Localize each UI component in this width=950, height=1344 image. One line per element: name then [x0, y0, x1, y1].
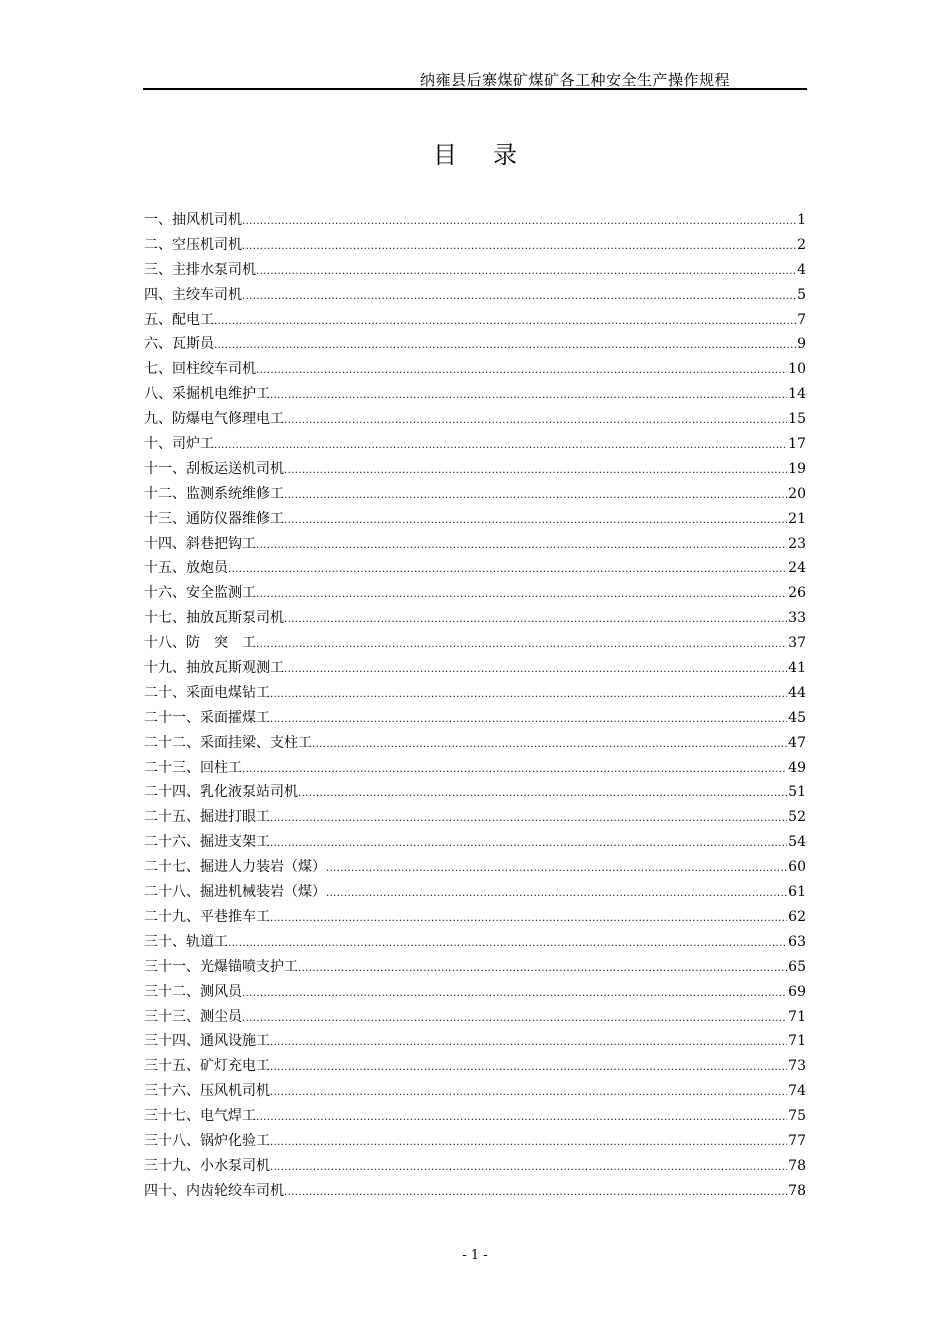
- toc-entry[interactable]: [144, 731, 806, 756]
- toc-entry-page: 63: [788, 933, 806, 950]
- toc-entry[interactable]: [144, 805, 806, 830]
- toc-entry-page: 7: [797, 311, 806, 328]
- toc-dot-leader: [270, 1131, 787, 1156]
- toc-entry-label: 二十、采面电煤钻工: [144, 684, 270, 701]
- toc-entry-page: 47: [788, 734, 806, 751]
- toc-dot-leader: [312, 733, 787, 758]
- toc-entry-page: 14: [788, 386, 806, 403]
- toc-entry-page: 9: [797, 336, 806, 353]
- toc-entry[interactable]: [144, 756, 806, 781]
- toc-entry-page: 21: [788, 510, 806, 527]
- toc-entry[interactable]: [144, 581, 806, 606]
- toc-entry-label: 十九、抽放瓦斯观测工: [144, 660, 284, 677]
- toc-dot-leader: [270, 1081, 787, 1106]
- toc-entry-page: 45: [788, 709, 806, 726]
- toc-entry-label: 三十三、测尘员: [144, 1008, 242, 1025]
- toc-entry-label: 十五、放炮员: [144, 560, 228, 577]
- toc-entry-label: 三、主排水泵司机: [144, 261, 256, 278]
- toc-entry-label: 三十六、压风机司机: [144, 1083, 270, 1100]
- toc-entry-page: 37: [788, 635, 806, 652]
- toc-dot-leader: [256, 583, 787, 608]
- toc-entry-page: 78: [788, 1157, 806, 1174]
- toc-entry[interactable]: [144, 532, 806, 557]
- toc-entry-label: 二十九、平巷推车工: [144, 908, 270, 925]
- toc-entry-page: 78: [788, 1182, 806, 1199]
- toc-entry-page: 33: [788, 610, 806, 627]
- toc-dot-leader: [284, 509, 787, 534]
- toc-entry[interactable]: [144, 208, 806, 233]
- toc-dot-leader: [284, 484, 787, 509]
- toc-dot-leader: [298, 957, 787, 982]
- toc-dot-leader: [270, 832, 787, 857]
- toc-entry-label: 三十五、矿灯充电工: [144, 1058, 270, 1075]
- header-title: 纳雍县后寨煤矿煤矿各工种安全生产操作规程: [419, 71, 730, 89]
- toc-entry-page: 15: [788, 411, 806, 428]
- footer-page-number: - 1 -: [462, 1248, 488, 1263]
- toc-dot-leader: [214, 310, 796, 335]
- toc-entry-label: 六、瓦斯员: [144, 336, 214, 353]
- toc-entry-page: 71: [788, 1033, 806, 1050]
- toc-entry-page: 4: [797, 261, 806, 278]
- toc-entry[interactable]: [144, 681, 806, 706]
- toc-entry-label: 一、抽风机司机: [144, 212, 242, 228]
- toc-entry-label: 三十四、通风设施工: [144, 1033, 270, 1050]
- toc-entry[interactable]: [144, 706, 806, 731]
- toc-entry[interactable]: [144, 955, 806, 980]
- toc-dot-leader: [270, 683, 787, 708]
- toc-entry-label: 七、回柱绞车司机: [144, 361, 256, 378]
- toc-entry-label: 二十七、掘进人力装岩（煤）: [144, 859, 326, 876]
- toc-entry[interactable]: [144, 880, 806, 905]
- toc-entry-label: 三十八、锅炉化验工: [144, 1132, 270, 1149]
- toc-dot-leader: [214, 334, 796, 359]
- toc-entry[interactable]: [144, 1029, 806, 1054]
- toc-entry-label: 三十、轨道工: [144, 933, 228, 950]
- toc-entry-label: 九、防爆电气修理电工: [144, 411, 284, 428]
- toc-entry[interactable]: [144, 507, 806, 532]
- toc-entry-page: 51: [788, 784, 806, 801]
- toc-entry-label: 二十八、掘进机械装岩（煤）: [144, 884, 326, 901]
- toc-entry-label: 二十六、掘进支架工: [144, 834, 270, 851]
- toc-entry-label: 二十三、回柱工: [144, 759, 242, 776]
- toc-entry[interactable]: [144, 556, 806, 581]
- toc-entry-page: 54: [788, 834, 806, 851]
- toc-dot-leader: [270, 1031, 787, 1056]
- toc-entry-page: 61: [788, 884, 806, 901]
- toc-entry-label: 二、空压机司机: [144, 236, 242, 253]
- toc-entry-page: 62: [788, 908, 806, 925]
- toc-entry[interactable]: [144, 1054, 806, 1079]
- toc-entry[interactable]: [144, 855, 806, 880]
- toc-entry-label: 二十五、掘进打眼工: [144, 809, 270, 826]
- toc-dot-leader: [270, 907, 787, 932]
- toc-entry[interactable]: [144, 1079, 806, 1104]
- toc-dot-leader: [242, 235, 796, 260]
- toc-entry-page: 75: [788, 1108, 806, 1125]
- toc-dot-leader: [242, 285, 796, 310]
- toc-entry[interactable]: [144, 905, 806, 930]
- toc-dot-leader: [256, 260, 796, 285]
- toc-dot-leader: [270, 708, 787, 733]
- toc-heading: 目录: [433, 141, 553, 169]
- toc-entry-page: 24: [788, 560, 806, 577]
- toc-entry[interactable]: [144, 631, 806, 656]
- toc-entry[interactable]: [144, 308, 806, 333]
- toc-entry-label: 十二、监测系统维修工: [144, 485, 284, 502]
- toc-entry-label: 十、司炉工: [144, 436, 214, 453]
- toc-entry-page: 77: [788, 1132, 806, 1149]
- toc-entry-label: 十六、安全监测工: [144, 585, 256, 602]
- toc-dot-leader: [270, 1156, 787, 1181]
- toc-entry-label: 二十一、采面攉煤工: [144, 709, 270, 726]
- toc-entry[interactable]: [144, 357, 806, 382]
- toc-entry-label: 三十九、小水泵司机: [144, 1157, 270, 1174]
- toc-dot-leader: [326, 882, 787, 907]
- toc-dot-leader: [242, 982, 787, 1007]
- toc-entry-label: 八、采掘机电维护工: [144, 386, 270, 403]
- toc-entry[interactable]: [144, 258, 806, 283]
- toc-entry-page: 52: [788, 809, 806, 826]
- toc-entry-page: 69: [788, 983, 806, 1000]
- toc-dot-leader: [284, 409, 787, 434]
- toc-dot-leader: [270, 807, 787, 832]
- toc-entry-page: 2: [797, 236, 806, 253]
- toc-dot-leader: [242, 210, 796, 235]
- toc-entry[interactable]: [144, 332, 806, 357]
- toc-dot-leader: [256, 534, 787, 559]
- toc-entry[interactable]: [144, 1104, 806, 1129]
- toc-entry-page: 74: [788, 1083, 806, 1100]
- toc-entry-page: 10: [788, 361, 806, 378]
- toc-entry-label: 三十二、测风员: [144, 983, 242, 1000]
- toc-dot-leader: [284, 459, 787, 484]
- toc-dot-leader: [284, 608, 787, 633]
- toc-entry-page: 65: [788, 958, 806, 975]
- toc-dot-leader: [270, 384, 787, 409]
- toc-entry-label: 十三、通防仪器维修工: [144, 510, 284, 527]
- toc-entry[interactable]: [144, 606, 806, 631]
- toc-entry-page: 41: [788, 660, 806, 677]
- toc-entry[interactable]: [144, 457, 806, 482]
- toc-dot-leader: [214, 434, 787, 459]
- toc-entry-page: 20: [788, 485, 806, 502]
- toc-dot-leader: [242, 1007, 787, 1032]
- toc-entry[interactable]: [144, 930, 806, 955]
- toc-list: [144, 208, 806, 1204]
- toc-entry[interactable]: [144, 830, 806, 855]
- toc-entry-page: 23: [788, 535, 806, 552]
- toc-entry[interactable]: [144, 780, 806, 805]
- toc-entry[interactable]: [144, 432, 806, 457]
- toc-entry-label: 四、主绞车司机: [144, 286, 242, 303]
- toc-entry-label: 十七、抽放瓦斯泵司机: [144, 610, 284, 627]
- toc-entry-label: 十八、防 突 工: [144, 635, 256, 652]
- toc-dot-leader: [270, 1056, 787, 1081]
- toc-entry-page: 5: [797, 286, 806, 303]
- toc-dot-leader: [256, 1106, 787, 1131]
- toc-entry-label: 三十七、电气焊工: [144, 1108, 256, 1125]
- toc-entry-page: 71: [788, 1008, 806, 1025]
- toc-entry-page: 26: [788, 585, 806, 602]
- toc-entry[interactable]: [144, 382, 806, 407]
- toc-entry[interactable]: [144, 407, 806, 432]
- toc-dot-leader: [326, 857, 787, 882]
- toc-entry-label: 二十四、乳化液泵站司机: [144, 784, 298, 801]
- toc-entry-page: 44: [788, 684, 806, 701]
- toc-entry-page: 60: [788, 859, 806, 876]
- toc-dot-leader: [284, 1181, 787, 1206]
- toc-entry[interactable]: [144, 283, 806, 308]
- toc-entry-page: 1: [797, 212, 806, 228]
- toc-entry[interactable]: [144, 1154, 806, 1179]
- toc-entry[interactable]: [144, 482, 806, 507]
- toc-entry-page: 49: [788, 759, 806, 776]
- toc-entry[interactable]: [144, 656, 806, 681]
- toc-entry[interactable]: [144, 1179, 806, 1204]
- toc-dot-leader: [228, 932, 787, 957]
- toc-dot-leader: [228, 558, 787, 583]
- toc-entry[interactable]: [144, 1005, 806, 1030]
- toc-dot-leader: [256, 633, 787, 658]
- toc-dot-leader: [284, 658, 787, 683]
- toc-dot-leader: [256, 359, 787, 384]
- toc-entry[interactable]: [144, 1129, 806, 1154]
- toc-entry-page: 19: [788, 460, 806, 477]
- toc-entry-label: 五、配电工: [144, 311, 214, 328]
- toc-entry-label: 二十二、采面挂梁、支柱工: [144, 734, 312, 751]
- header-rule: [143, 88, 807, 90]
- toc-entry[interactable]: [144, 233, 806, 258]
- toc-entry-label: 三十一、光爆锚喷支护工: [144, 958, 298, 975]
- toc-dot-leader: [242, 758, 787, 783]
- toc-entry-label: 四十、内齿轮绞车司机: [144, 1182, 284, 1199]
- toc-entry-label: 十一、刮板运送机司机: [144, 460, 284, 477]
- toc-entry-page: 17: [788, 436, 806, 453]
- toc-entry-page: 73: [788, 1058, 806, 1075]
- toc-dot-leader: [298, 782, 787, 807]
- toc-entry-label: 十四、斜巷把钩工: [144, 535, 256, 552]
- toc-entry[interactable]: [144, 980, 806, 1005]
